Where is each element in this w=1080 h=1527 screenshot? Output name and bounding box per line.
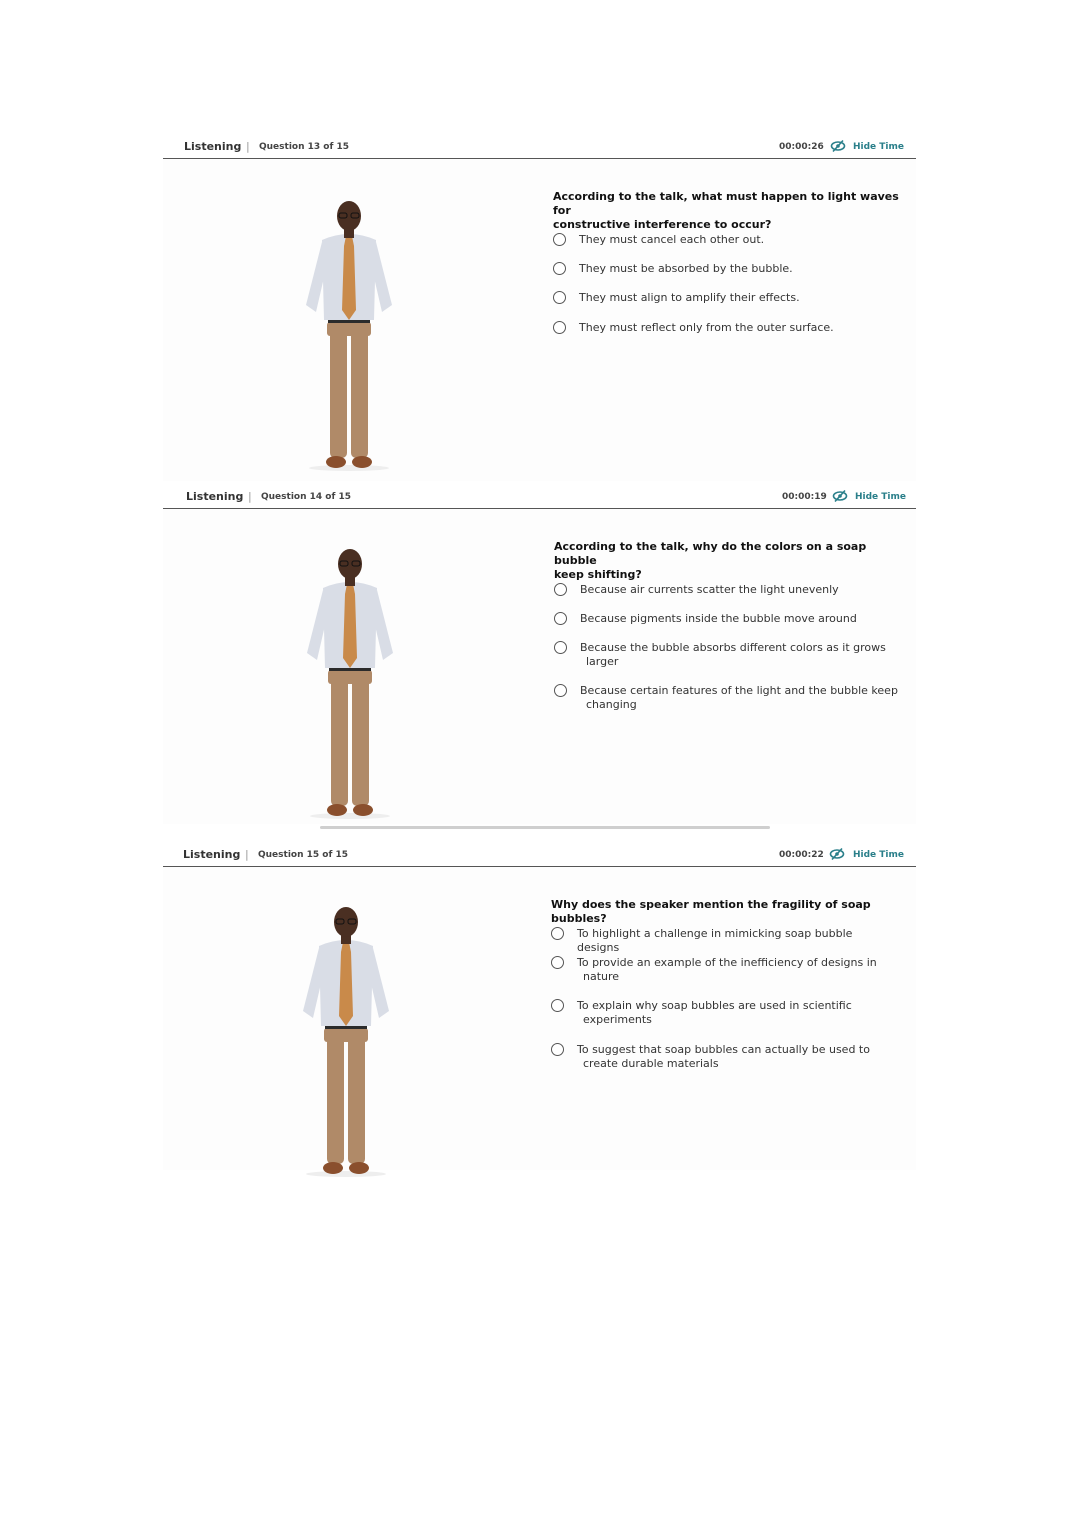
radio-button[interactable] xyxy=(551,999,564,1012)
question-counter: Question 13 of 15 xyxy=(259,142,350,152)
option-label: Because air currents scatter the light unevenly xyxy=(580,583,839,596)
radio-button[interactable] xyxy=(554,612,567,625)
question-text: According to the talk, what must happen to light waves for constructive interference to occur? xyxy=(553,190,899,231)
radio-button[interactable] xyxy=(554,684,567,697)
option-label: To explain why soap bubbles are used in scientific experiments xyxy=(577,999,852,1026)
radio-button[interactable] xyxy=(553,262,566,275)
option-label: Because the bubble absorbs different colors as it grows larger xyxy=(580,641,886,668)
radio-button[interactable] xyxy=(551,956,564,969)
option-label: They must cancel each other out. xyxy=(579,233,765,246)
option-label: They must reflect only from the outer surface. xyxy=(579,321,834,334)
hide-time-button[interactable]: Hide Time xyxy=(855,492,907,502)
option-label: They must align to amplify their effects. xyxy=(579,291,800,304)
question-screen-14 xyxy=(163,486,916,824)
separator: | xyxy=(246,140,250,153)
eye-slash-icon[interactable] xyxy=(829,847,845,861)
hide-time-button[interactable]: Hide Time xyxy=(853,142,905,152)
timer: 00:00:22 xyxy=(779,850,824,860)
eye-slash-icon[interactable] xyxy=(832,489,848,503)
question-screen-15 xyxy=(163,844,916,1170)
horizontal-scrollbar[interactable] xyxy=(320,826,770,829)
radio-button[interactable] xyxy=(554,641,567,654)
separator: | xyxy=(245,848,249,861)
section-title: Listening xyxy=(183,848,241,861)
hide-time-button[interactable]: Hide Time xyxy=(853,850,905,860)
question-text: Why does the speaker mention the fragility of soap bubbles? xyxy=(551,898,871,925)
radio-button[interactable] xyxy=(553,233,566,246)
radio-button[interactable] xyxy=(551,927,564,940)
option-label: To provide an example of the inefficiency of designs in nature xyxy=(577,956,877,983)
timer: 00:00:19 xyxy=(782,492,827,502)
option-label: They must be absorbed by the bubble. xyxy=(579,262,793,275)
question-counter: Question 14 of 15 xyxy=(261,492,352,502)
top-bar xyxy=(163,136,916,159)
question-text: According to the talk, why do the colors on a soap bubble keep shifting? xyxy=(554,540,867,581)
radio-button[interactable] xyxy=(553,321,566,334)
option-label: To suggest that soap bubbles can actually be used to create durable materials xyxy=(577,1043,870,1070)
option-label: Because certain features of the light and the bubble keep changing xyxy=(580,684,898,711)
timer: 00:00:26 xyxy=(779,142,824,152)
speaker-figure xyxy=(285,548,415,820)
question-counter: Question 15 of 15 xyxy=(258,850,349,860)
question-screen-13 xyxy=(163,136,916,481)
radio-button[interactable] xyxy=(554,583,567,596)
option-label: To highlight a challenge in mimicking soap bubble designs xyxy=(577,927,853,954)
top-bar xyxy=(163,486,916,509)
radio-button[interactable] xyxy=(553,291,566,304)
speaker-figure xyxy=(284,200,414,472)
top-bar xyxy=(163,844,916,867)
option-label: Because pigments inside the bubble move around xyxy=(580,612,857,625)
eye-slash-icon[interactable] xyxy=(830,139,846,153)
section-title: Listening xyxy=(186,490,244,503)
separator: | xyxy=(248,490,252,503)
speaker-figure xyxy=(281,906,411,1178)
radio-button[interactable] xyxy=(551,1043,564,1056)
section-title: Listening xyxy=(184,140,242,153)
